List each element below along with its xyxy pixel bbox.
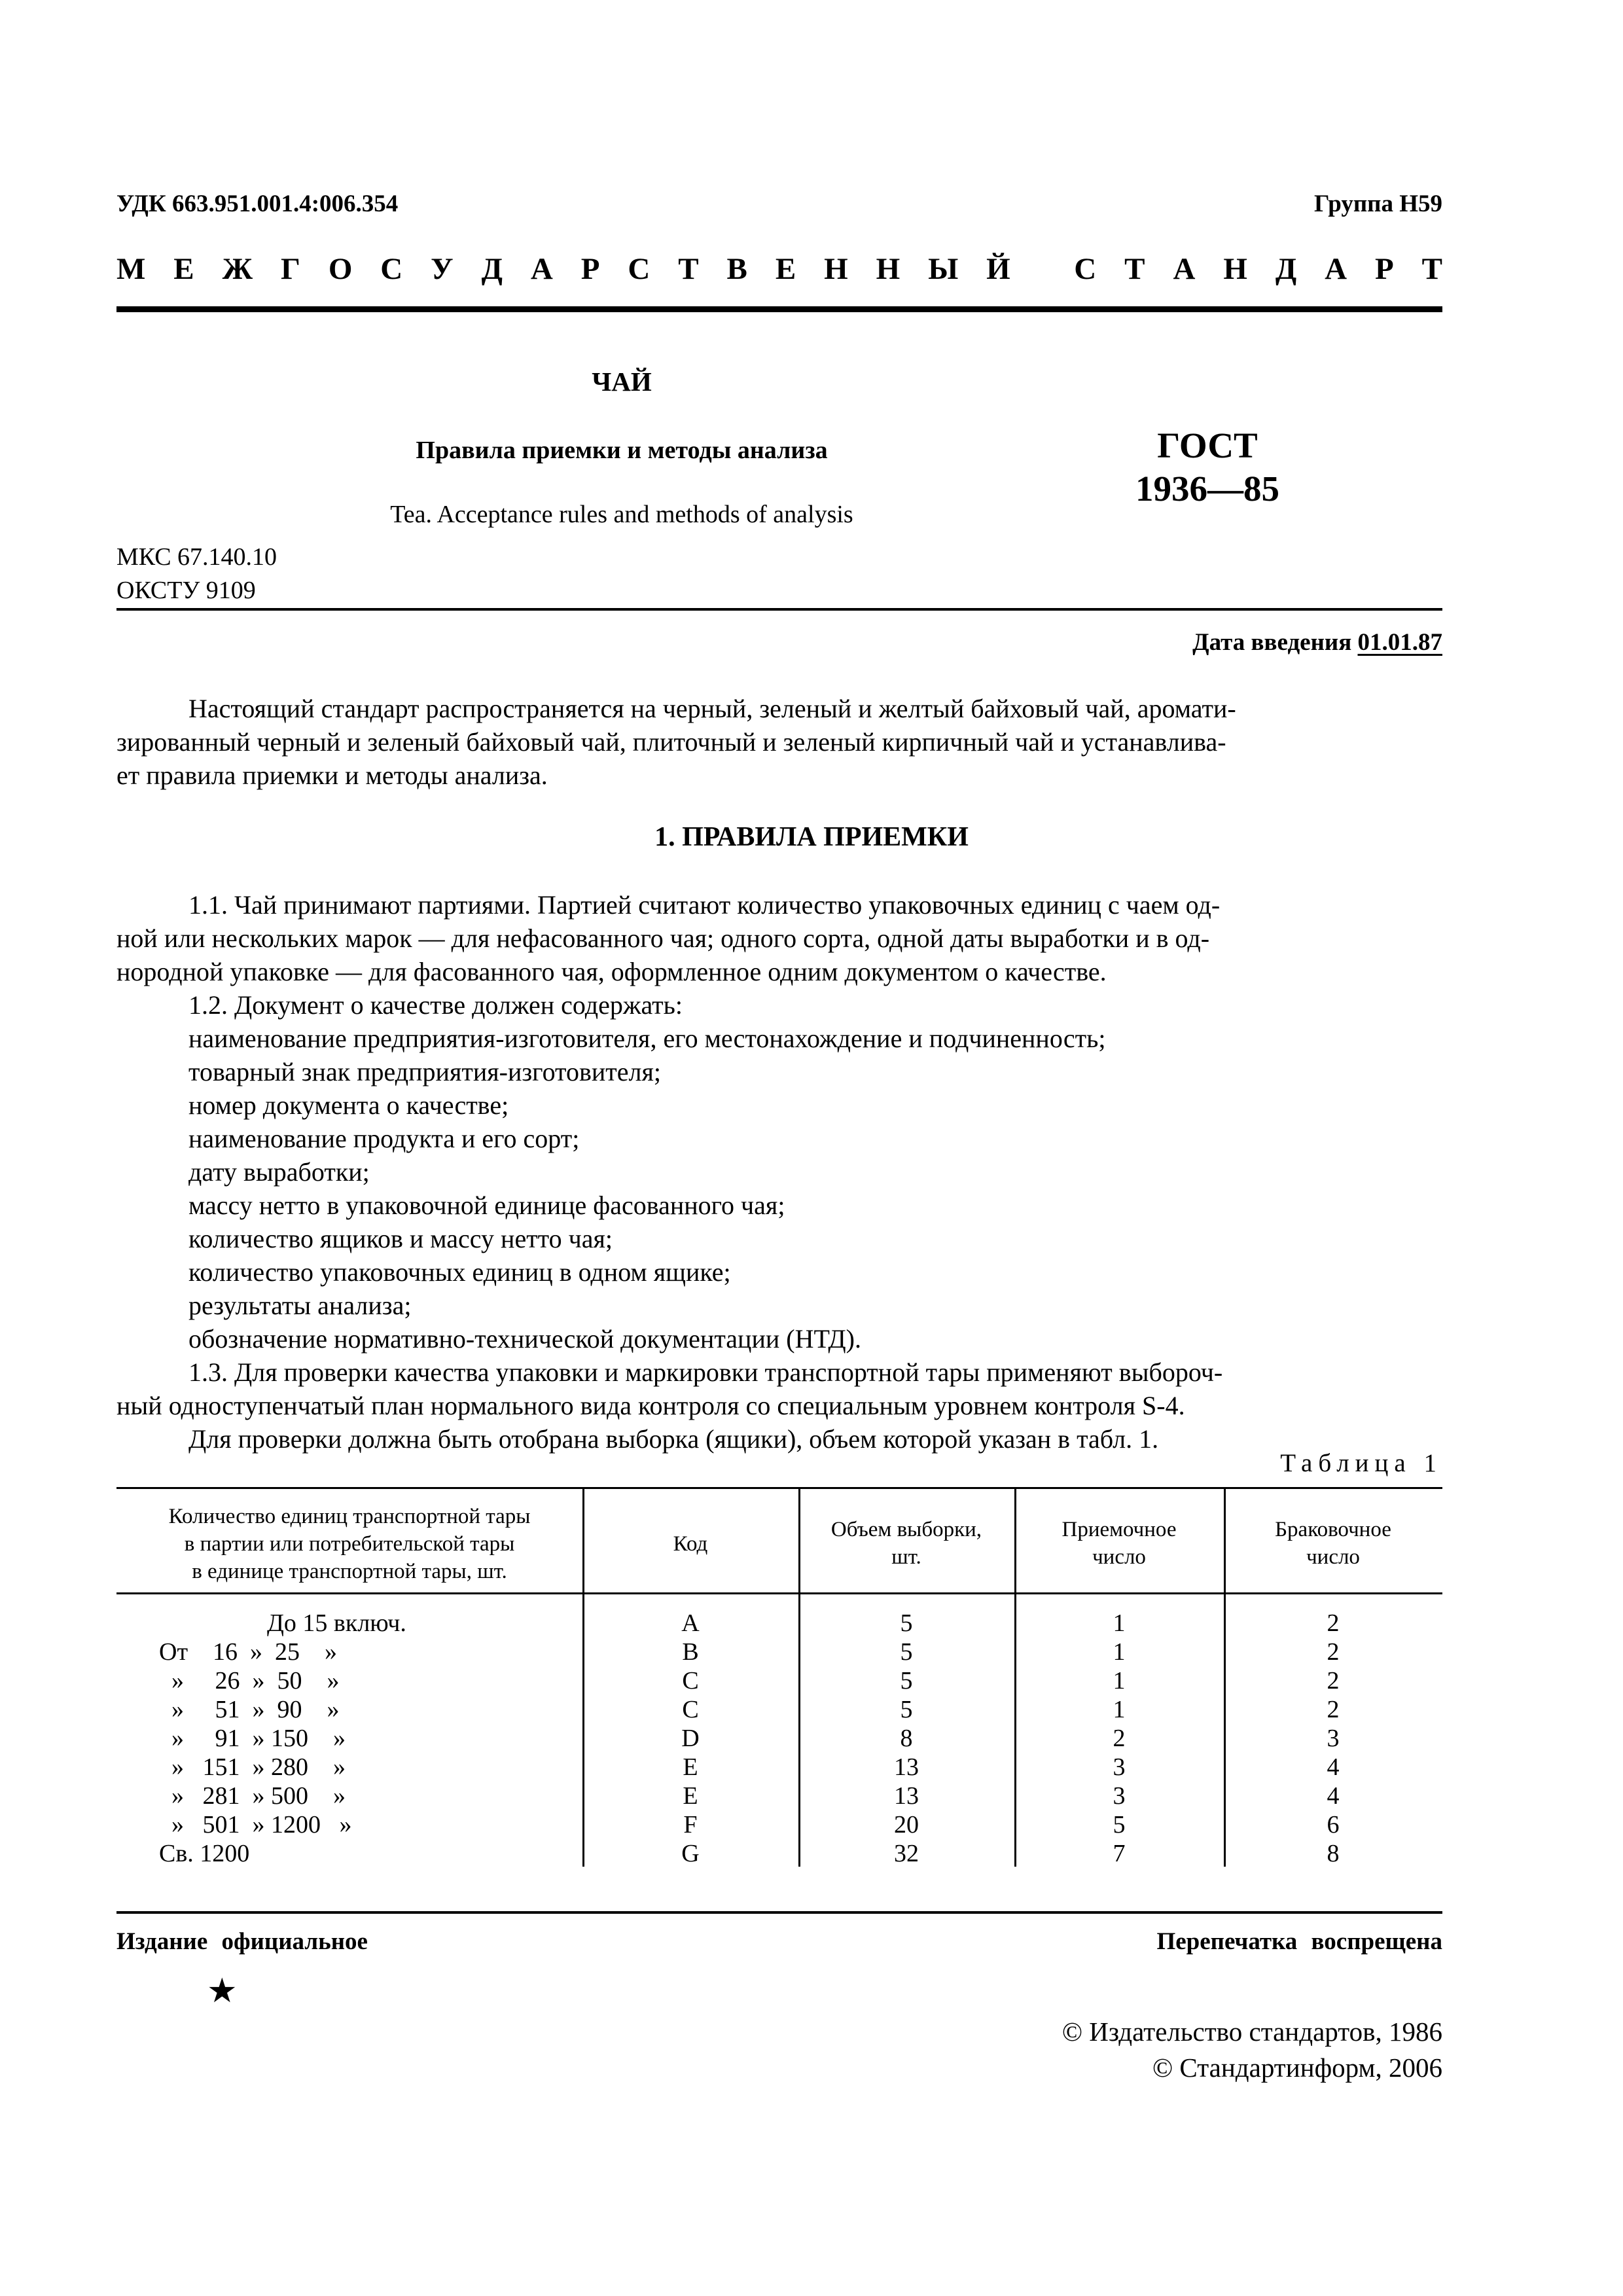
clause-1-1 <box>116 888 1442 988</box>
banner-letter: С <box>380 252 403 286</box>
banner-letter: Г <box>280 252 300 286</box>
mks-code: МКС 67.140.10 <box>116 543 277 571</box>
table-cell-sample: 5 <box>900 1609 913 1637</box>
table-cell-accept: 1 <box>1113 1638 1126 1666</box>
document-title: ЧАЙ <box>592 367 652 397</box>
group-code: Группа Н59 <box>1314 190 1442 217</box>
table-cell-code: D <box>681 1725 700 1752</box>
reprint-prohibited-label: Перепечатка воспрещена <box>1156 1928 1442 1955</box>
table-cell-accept: 1 <box>1113 1609 1126 1637</box>
table-caption: Таблица 1 <box>1280 1449 1442 1477</box>
table-cell-range: Св. 1200 <box>159 1840 250 1867</box>
banner-letter: В <box>726 252 747 286</box>
table-cell-accept: 3 <box>1113 1753 1126 1781</box>
clause-1-2: 1.2. Документ о качестве должен содержать: <box>188 990 683 1020</box>
table-cell-reject: 8 <box>1327 1840 1340 1867</box>
table-cell-code: C <box>682 1696 699 1723</box>
table-cell-code: F <box>683 1811 698 1839</box>
classification-rule <box>116 608 1442 611</box>
table-cell-reject: 3 <box>1327 1725 1340 1752</box>
list-item: количество упаковочных единиц в одном ящике; <box>188 1257 731 1287</box>
banner-letter: Й <box>986 252 1010 286</box>
table-cell-sample: 8 <box>900 1725 913 1752</box>
banner-letter: Д <box>481 252 503 286</box>
list-item: номер документа о качестве; <box>188 1090 509 1120</box>
banner-letter: Н <box>876 252 901 286</box>
banner-letter: Е <box>775 252 796 286</box>
okstu-code: ОКСТУ 9109 <box>116 577 256 604</box>
banner-letter: А <box>530 252 553 286</box>
table-cell-code: C <box>682 1667 699 1695</box>
clause-line: 1.3. Для проверки качества упаковки и маркировки транспортной тары применяют выбороч- <box>188 1357 1223 1387</box>
table-cell-range: » 51 » 90 » <box>159 1696 340 1723</box>
table-top-rule <box>116 1487 1442 1489</box>
table-cell-reject: 4 <box>1327 1782 1340 1810</box>
table-cell-range: До 15 включ. <box>267 1609 406 1637</box>
table-cell-reject: 2 <box>1327 1696 1340 1723</box>
copyright-2006: © Стандартинформ, 2006 <box>1152 2053 1442 2083</box>
table-cell-accept: 1 <box>1113 1667 1126 1695</box>
list-item: товарный знак предприятия-изготовителя; <box>188 1057 661 1086</box>
scope-line: зированный черный и зеленый байховый чай, плиточный и зеленый кирпичный чай и устанавлива- <box>116 727 1226 757</box>
list-item: наименование предприятия-изготовителя, его местонахождение и подчиненность; <box>188 1024 1106 1053</box>
sampling-table <box>116 1487 1442 1867</box>
banner-letter: У <box>431 252 454 286</box>
table-cell-range: » 91 » 150 » <box>159 1725 346 1752</box>
table-cell-reject: 2 <box>1327 1638 1340 1666</box>
header-rejection-number: Браковочное число <box>1275 1518 1391 1569</box>
table-cell-reject: 4 <box>1327 1753 1340 1781</box>
table-cell-code: A <box>681 1609 700 1637</box>
table-cell-code: E <box>683 1753 698 1781</box>
table-cell-sample: 5 <box>900 1696 913 1723</box>
header-sample-size: Объем выборки, шт. <box>830 1518 982 1569</box>
gost-label: ГОСТ <box>1157 425 1258 465</box>
table-cell-accept: 3 <box>1113 1782 1126 1810</box>
banner-letter: Ы <box>928 252 959 286</box>
banner-letter: Т <box>678 252 699 286</box>
table-cell-range: » 151 » 280 » <box>159 1753 346 1781</box>
list-item: массу нетто в упаковочной единице фасованного чая; <box>188 1191 785 1220</box>
list-item: количество ящиков и массу нетто чая; <box>188 1224 613 1253</box>
table-cell-sample: 13 <box>894 1782 919 1810</box>
table-cell-sample: 32 <box>894 1840 919 1867</box>
star-icon: ★ <box>207 1973 238 2010</box>
clause-line: ной или нескольких марок — для нефасованного чая; одного сорта, одной даты выработки и в од- <box>116 924 1210 953</box>
udk-code: УДК 663.951.001.4:006.354 <box>116 190 399 217</box>
table-header-rule <box>116 1592 1442 1594</box>
banner-letter: Р <box>580 252 600 286</box>
banner-letter: А <box>1173 252 1196 286</box>
banner-letter: С <box>628 252 651 286</box>
banner-letter: А <box>1325 252 1347 286</box>
header-acceptance-number: Приемочное число <box>1061 1518 1177 1569</box>
official-edition-label: Издание официальное <box>116 1928 368 1955</box>
banner-letter: Т <box>1421 252 1442 286</box>
banner-letter: О <box>328 252 353 286</box>
header-rule <box>116 306 1442 312</box>
table-cell-code: G <box>681 1840 700 1867</box>
clause-line: ный одноступенчатый план нормального вида контроля со специальным уровнем контроля S-4. <box>116 1391 1185 1420</box>
table-cell-code: B <box>682 1638 699 1666</box>
list-item: наименование продукта и его сорт; <box>188 1124 580 1153</box>
list-item: дату выработки; <box>188 1157 370 1187</box>
table-cell-sample: 5 <box>900 1638 913 1666</box>
header-code: Код <box>673 1532 708 1556</box>
banner-letter: Н <box>1223 252 1247 286</box>
table-cell-sample: 20 <box>894 1811 919 1839</box>
banner-letter: Д <box>1275 252 1297 286</box>
interstate-standard-banner <box>116 251 1442 287</box>
banner-letter: М <box>116 252 146 286</box>
table-cell-sample: 5 <box>900 1667 913 1695</box>
table-cell-sample: 13 <box>894 1753 919 1781</box>
copyright-1986: © Издательство стандартов, 1986 <box>1061 2017 1442 2047</box>
banner-letter: Н <box>824 252 848 286</box>
document-subtitle: Правила приемки и методы анализа <box>416 437 828 464</box>
introduction-date-value: 01.01.87 <box>1357 629 1442 656</box>
banner-letter <box>1039 251 1046 287</box>
list-item: обозначение нормативно-технической документации (НТД). <box>188 1324 861 1354</box>
clause-1-3 <box>116 1355 1442 1422</box>
clause-1-3-note: Для проверки должна быть отобрана выборка (ящики), объем которой указан в табл. 1. <box>188 1424 1159 1454</box>
table-cell-range: От 16 » 25 » <box>159 1638 338 1666</box>
table-cell-reject: 2 <box>1327 1667 1340 1695</box>
table-cell-range: » 501 » 1200 » <box>159 1811 352 1839</box>
scope-paragraph <box>116 692 1442 792</box>
table-cell-accept: 2 <box>1113 1725 1126 1752</box>
footer-rule <box>116 1911 1442 1914</box>
scope-line: Настоящий стандарт распространяется на черный, зеленый и желтый байховый чай, аромати- <box>188 694 1236 723</box>
clause-line: нородной упаковке — для фасованного чая, оформленное одним документом о качестве. <box>116 957 1107 986</box>
introduction-date <box>1192 628 1442 656</box>
table-cell-reject: 6 <box>1327 1811 1340 1839</box>
table-cell-code: E <box>683 1782 698 1810</box>
table-cell-reject: 2 <box>1327 1609 1340 1637</box>
table-cell-accept: 5 <box>1113 1811 1126 1839</box>
document-title-english: Tea. Acceptance rules and methods of analysis <box>390 501 853 528</box>
gost-code: 1936—85 <box>1135 469 1279 509</box>
banner-letter: Т <box>1124 252 1145 286</box>
banner-letter: С <box>1074 252 1097 286</box>
section-title: 1. ПРАВИЛА ПРИЕМКИ <box>654 822 969 852</box>
classification-codes <box>116 541 277 607</box>
banner-letter: Р <box>1374 252 1394 286</box>
header-quantity: Количество единиц транспортной тары в партии или потребительской тары в единице транспортной тары, шт. <box>168 1505 531 1583</box>
table-cell-accept: 7 <box>1113 1840 1126 1867</box>
clause-line: 1.1. Чай принимают партиями. Партией считают количество упаковочных единиц с чаем од- <box>188 890 1221 920</box>
gost-number <box>1086 424 1329 511</box>
table-cell-accept: 1 <box>1113 1696 1126 1723</box>
scope-line: ет правила приемки и методы анализа. <box>116 761 548 790</box>
banner-letter: Ж <box>222 252 253 286</box>
banner-letter: Е <box>173 252 194 286</box>
table-cell-range: » 281 » 500 » <box>159 1782 346 1810</box>
list-item: результаты анализа; <box>188 1291 412 1320</box>
introduction-date-label: Дата введения <box>1192 629 1352 656</box>
table-cell-range: » 26 » 50 » <box>159 1667 340 1695</box>
